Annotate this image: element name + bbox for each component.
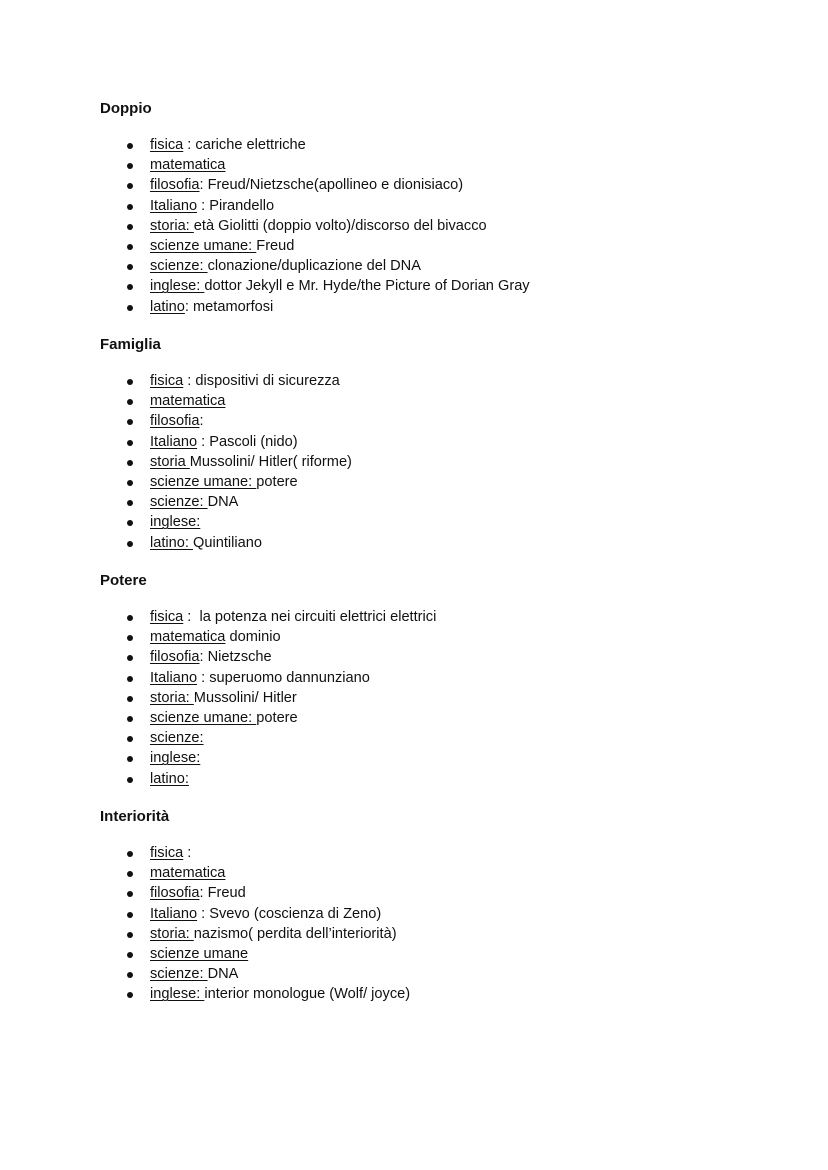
subject-note: : Svevo (coscienza di Zeno) <box>197 905 382 922</box>
subject-note: : Pirandello <box>197 197 275 214</box>
subject-label: fisica <box>150 845 184 861</box>
bullet-icon <box>127 541 133 547</box>
bullet-icon <box>127 756 133 762</box>
subject-label: matematica <box>150 393 226 410</box>
bullet-icon <box>127 379 133 385</box>
bullet-icon <box>127 871 133 877</box>
subject-note: : Nietzsche <box>199 649 272 666</box>
bullet-icon <box>127 520 133 526</box>
subject-label: storia <box>150 453 190 470</box>
subject-label: scienze umane <box>150 945 249 962</box>
subject-note: dottor Jekyll e Mr. Hyde/the Picture of Dorian Gray <box>204 278 530 295</box>
subject-note: DNA <box>207 494 239 511</box>
subject-label: filosofia <box>150 177 200 194</box>
subject-label: storia: <box>150 925 194 942</box>
subject-label: matematica <box>150 865 226 882</box>
bullet-icon <box>127 305 133 311</box>
subject-label: inglese: <box>150 514 201 531</box>
subject-label: filosofia <box>150 649 200 666</box>
subject-note: : la potenza nei circuiti elettrici elettrici <box>183 609 437 625</box>
bullet-icon <box>127 972 133 978</box>
subject-label: matematica <box>150 157 226 174</box>
subject-note: interior monologue (Wolf/ joyce) <box>204 986 411 1003</box>
bullet-icon <box>127 912 133 918</box>
subject-label: Italiano <box>150 669 198 686</box>
subject-label: inglese: <box>150 278 205 295</box>
bullet-icon <box>127 891 133 897</box>
subject-label: scienze umane: <box>150 473 257 490</box>
subject-label: latino: <box>150 770 189 787</box>
subject-label: latino <box>150 298 185 315</box>
subject-label: inglese: <box>150 750 201 767</box>
bullet-icon <box>127 244 133 250</box>
subject-label: latino: <box>150 534 193 551</box>
bullet-icon <box>127 736 133 742</box>
subject-label: fisica <box>150 373 184 389</box>
bullet-icon <box>127 655 133 661</box>
bullet-icon <box>127 419 133 425</box>
bullet-icon <box>127 440 133 446</box>
subject-label: Italiano <box>150 905 198 922</box>
bullet-icon <box>127 777 133 783</box>
bullet-icon <box>127 460 133 466</box>
bullet-icon <box>127 932 133 938</box>
subject-note: : metamorfosi <box>184 298 274 315</box>
bullet-icon <box>127 635 133 641</box>
subject-note: : dispositivi di sicurezza <box>183 373 340 389</box>
bullet-icon <box>127 851 133 857</box>
subject-label: inglese: <box>150 986 205 1003</box>
subject-note: : Pascoli (nido) <box>197 433 298 450</box>
subject-note: potere <box>256 473 298 490</box>
subject-label: filosofia <box>150 413 200 430</box>
subject-note: : <box>183 845 192 861</box>
subject-label: scienze: <box>150 494 208 511</box>
subject-note: Freud <box>256 237 295 254</box>
subject-note: Mussolini/ Hitler( riforme) <box>189 453 352 470</box>
subject-label: scienze umane: <box>150 709 257 726</box>
bullet-icon <box>127 992 133 998</box>
subject-label: fisica <box>150 609 184 625</box>
bullet-icon <box>127 399 133 405</box>
subject-label: fisica <box>150 137 184 153</box>
subject-note: : Freud/Nietzsche(apollineo e dionisiaco) <box>199 177 464 194</box>
subject-note: : cariche elettriche <box>183 137 306 153</box>
bullet-icon <box>127 204 133 210</box>
bullet-icon <box>127 500 133 506</box>
subject-label: scienze: <box>150 730 204 747</box>
subject-note: : Freud <box>199 885 246 902</box>
bullet-icon <box>127 163 133 169</box>
subject-label: storia: <box>150 689 194 706</box>
subject-note: nazismo( perdita dell’interiorità) <box>193 925 397 942</box>
bullet-icon <box>127 676 133 682</box>
subject-note: DNA <box>207 966 239 983</box>
subject-note: età Giolitti (doppio volto)/discorso del bivacco <box>193 217 487 234</box>
subject-label: filosofia <box>150 885 200 902</box>
bullet-icon <box>127 143 133 149</box>
bullet-icon <box>127 183 133 189</box>
subject-label: Italiano <box>150 433 198 450</box>
bullet-icon <box>127 264 133 270</box>
subject-note: Mussolini/ Hitler <box>193 689 297 706</box>
subject-label: storia: <box>150 217 194 234</box>
section-title: Doppio <box>100 100 152 117</box>
bullet-icon <box>127 480 133 486</box>
subject-label: scienze: <box>150 966 208 983</box>
subject-note: potere <box>256 709 298 726</box>
bullet-icon <box>127 284 133 290</box>
subject-note: Quintiliano <box>193 534 262 551</box>
section-title: Famiglia <box>100 336 161 353</box>
subject-note: clonazione/duplicazione del DNA <box>207 258 421 275</box>
bullet-icon <box>127 615 133 621</box>
bullet-icon <box>127 952 133 958</box>
bullet-icon <box>127 716 133 722</box>
bullet-icon <box>127 696 133 702</box>
subject-note: : superuomo dannunziano <box>197 669 370 686</box>
subject-note: : <box>199 413 204 430</box>
subject-label: scienze umane: <box>150 237 257 254</box>
subject-label: Italiano <box>150 197 198 214</box>
subject-label: matematica <box>150 629 226 646</box>
section-title: Potere <box>100 572 147 589</box>
section-title: Interiorità <box>100 808 170 825</box>
subject-note: dominio <box>225 629 281 646</box>
bullet-icon <box>127 224 133 230</box>
subject-label: scienze: <box>150 258 208 275</box>
